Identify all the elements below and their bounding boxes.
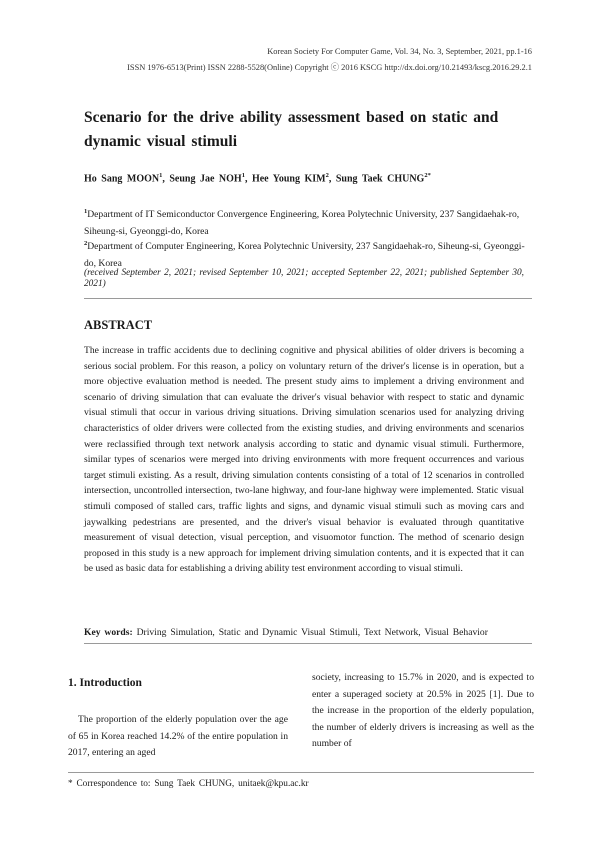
abstract-body: The increase in traffic accidents due to declining cognitive and physical abilities of older drivers is becoming a serious social problem. For this reason, a policy on voluntary return of the driver's license is in operation, but a more objective evaluation method is needed. The present study aims to implement a driving environment and scenario of driving simulation that can evaluate the driver's visual behavior with respect to static and dynamic visual stimuli that occur in various driving situations. Driving simulation scenarios used for analyzing driving characteristics of older drivers were collected from the existing studies, and driving environments and scenarios were reclassified through text network analysis according to static and dynamic visual stimuli. Furthermore, similar types of scenarios were merged into driving environments with more frequent occurrences and various target stimuli existing. As a result, driving simulation contents consisting of a total of 12 scenarios in controlled intersection, uncontrolled intersection, two-lane highway, and four-lane highway were implemented. Static visual stimuli composed of stalled cars, traffic lights and signs, and dynamic visual stimuli such as moving cars and jaywalking pedestrians are presented, and the driver's visual behavior is evaluated through quantitative measurement of visual detection, visual perception, and visuomotor function. The method of scenario design proposed in this study is a new approach for implement driving simulation contents, and it is expected that it can be used as basic data for establishing a driving ability test environment according to visual stimuli.: [84, 345, 524, 575]
affiliation-text: Department of IT Semiconductor Convergence Engineering, Korea Polytechnic University, 237 Sangidaehak-ro, Siheung-si, Gyeonggi-do, Korea: [84, 209, 520, 237]
abstract-heading: ABSTRACT: [84, 318, 153, 332]
journal-citation: Korean Society For Computer Game, Vol. 34, No. 3, September, 2021, pp.1-16: [267, 47, 532, 56]
footnote-divider: [68, 772, 534, 773]
keywords-label: Key words:: [84, 627, 133, 638]
author-name: Sung Taek CHUNG: [335, 173, 425, 185]
body-text-right-column: society, increasing to 15.7% in 2020, and is expected to enter a superaged society at 20.5% in 2025 [1]. Due to the increase in the proportion of the elderly population, the number of elderly drivers is increasing as well as the number of: [312, 672, 534, 749]
author-affil-mark: 1: [241, 172, 245, 179]
section-heading: 1. Introduction: [68, 677, 142, 689]
affiliation-mark: 1: [84, 208, 88, 215]
divider: [84, 643, 532, 644]
keywords: [84, 627, 488, 638]
author-list: Ho Sang MOON$^1$, Seung Jae NOH$^1$, Hee Young KIM$^2$, Sung Taek $CHUNG^{2*}$: [84, 172, 431, 185]
affiliation-mark: 2: [84, 240, 88, 247]
author-name: Hee Young KIM: [251, 173, 326, 185]
keywords-text: Driving Simulation, Static and Dynamic Visual Stimuli, Text Network, Visual Behavior: [136, 627, 488, 638]
affiliation-text: Department of Computer Engineering, Korea Polytechnic University, 237 Sangidaehak-ro, Siheung-si, Gyeonggi-do, Korea: [84, 241, 525, 269]
body-text-left-column: The proportion of the elderly population over the age of 65 in Korea reached 14.2% of the entire population in 2017, entering an aged: [68, 714, 288, 758]
issn-copyright-line: ISSN 1976-6513(Print) ISSN 2288-5528(Online) Copyright ⓒ 2016 KSCG http://dx.doi.org/10.21493/kscg.2016.29.2.1: [127, 63, 532, 72]
author-affil-mark: 1: [159, 172, 163, 179]
received-dates: (received September 2, 2021; revised September 10, 2021; accepted September 22, 2021; published September 30, 2021): [84, 268, 524, 289]
author-name: Ho Sang MOON: [84, 173, 160, 185]
author-name: Seung Jae NOH: [169, 173, 242, 185]
author-affil-mark: 2: [325, 172, 329, 179]
divider: [84, 298, 532, 299]
paper-title: Scenario for the drive ability assessment based on static and dynamic visual stimuli: [84, 109, 499, 150]
correspondence-footnote: * Correspondence to: Sung Taek CHUNG, unitaek@kpu.ac.kr: [68, 779, 309, 789]
author-affil-mark: 2*: [424, 172, 431, 179]
